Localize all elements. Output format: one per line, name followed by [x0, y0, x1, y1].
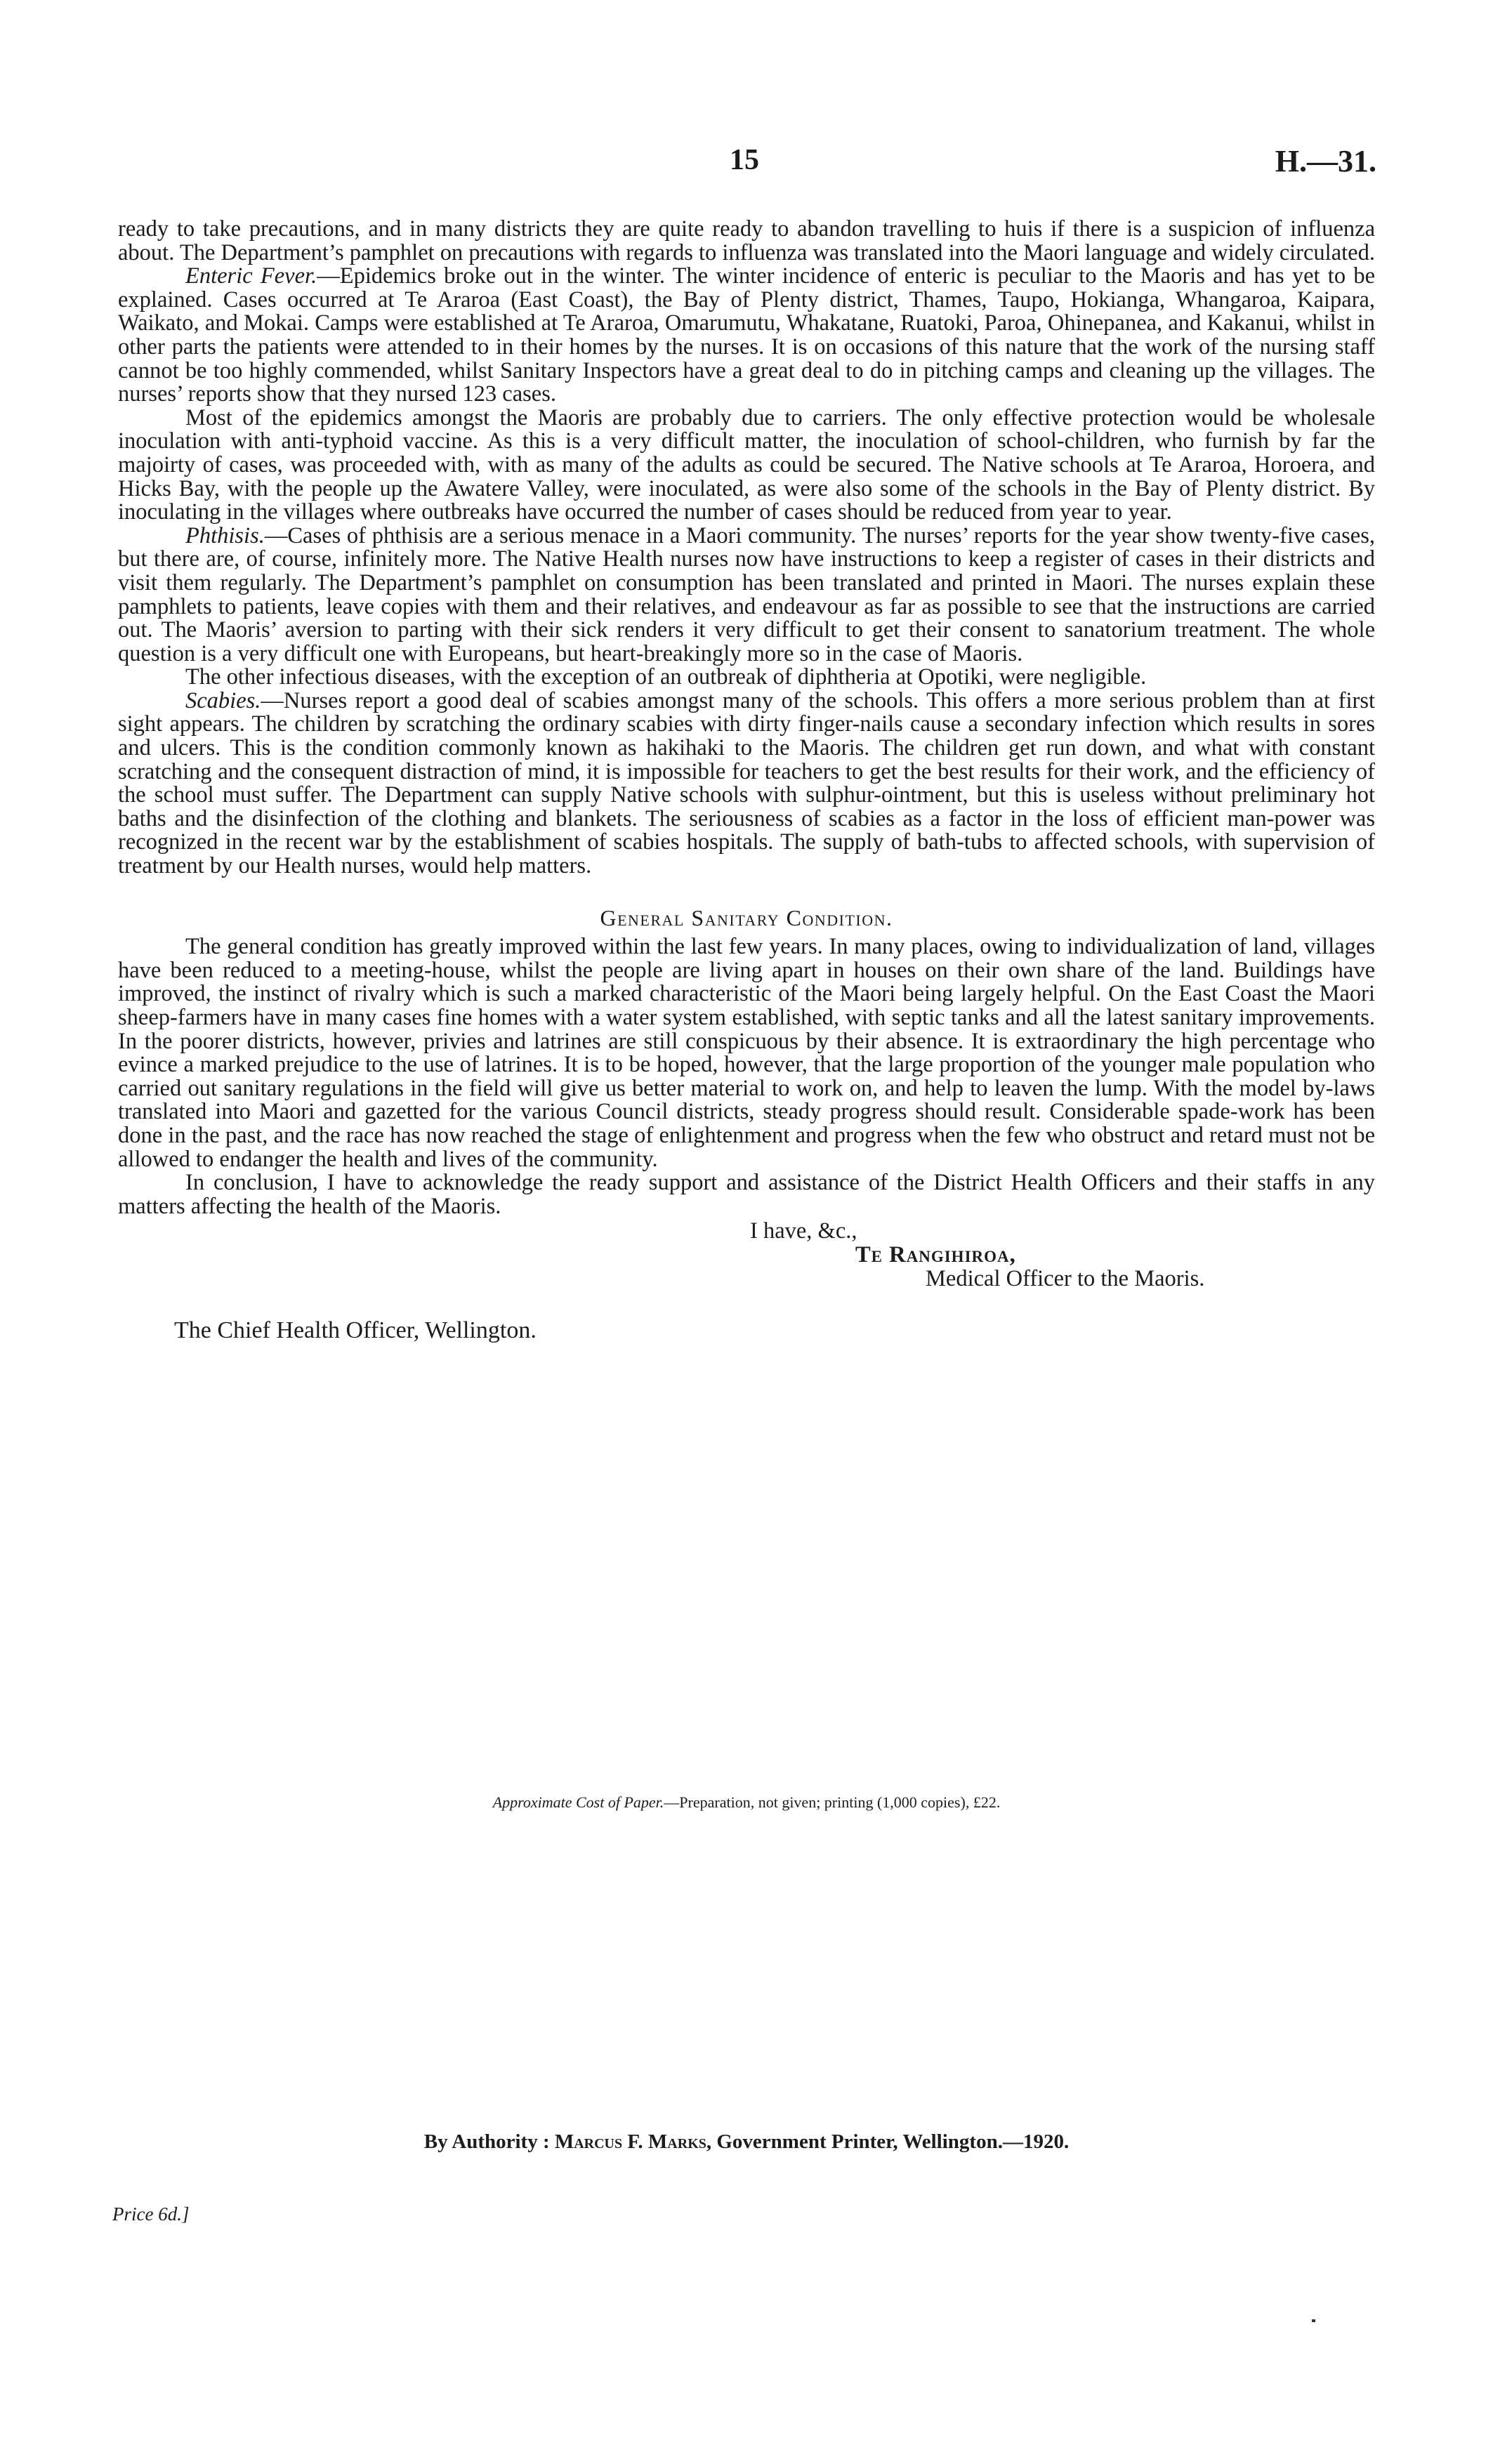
document-reference: H.—31. [1275, 144, 1376, 178]
paragraph-other-diseases [118, 666, 1375, 690]
page-number: 15 [730, 144, 759, 176]
signatory-title: Medical Officer to the Maoris. [926, 1265, 1205, 1291]
signatory-name: Te Rangihiroa, [855, 1241, 1016, 1267]
paragraph-text: Most of the epidemics amongst the Maoris are probably due to carriers. The only effective protection would be wholesale inoculation with anti-typhoid vaccine. As this is a very difficult matter, the inoculation of school-children, who furnish by far the majoirty of cases, was proceeded with, with as many of the adults as could be secured. The Native schools at Te Araroa, Horoera, and Hicks Bay, with the people up the Awatere Valley, were inoculated, as were also some of the schools in the Bay of Plenty district. By inoculating in the villages where outbreaks have occurred the number of cases should be reduced from year to year. [118, 404, 1375, 525]
addressee: The Chief Health Officer, Wellington. [174, 1317, 537, 1344]
printer-imprint [118, 2130, 1375, 2154]
paragraph-influenza-continued [118, 218, 1375, 265]
run-in-heading: Enteric Fever. [185, 263, 317, 289]
imprint-suffix: Government Printer, Wellington.—1920. [716, 2130, 1070, 2153]
paragraph-general-condition [118, 935, 1375, 1171]
run-in-heading: Scabies. [185, 687, 261, 713]
paragraph-text: —Nurses report a good deal of scabies amongst many of the schools. This offers a more serious problem than at first sight appears. The children by scratching the ordinary scabies with dirty finger-nails cause a secondary infection which results in sores and ulcers. This is the condition commonly known as hakihaki to the Maoris. The children get run down, and what with constant scratching and the consequent distraction of mind, it is impossible for teachers to get the best results for their work, and the efficiency of the school must suffer. The Department can supply Native schools with sulphur-ointment, but this is useless without preliminary hot baths and the disinfection of the clothing and blankets. The seriousness of scabies as a factor in the loss of efficient man-power was recognized in the recent war by the establishment of scabies hospitals. The supply of bath-tubs to affected schools, with supervision of treatment by our Health nurses, would help matters. [118, 687, 1375, 879]
closing-line: I have, &c., [750, 1218, 857, 1244]
paragraph-text: In conclusion, I have to acknowledge the ready support and assistance of the District Health Officers and their staffs in any matters affecting the health of the Maoris. [118, 1170, 1375, 1219]
paragraph-text: —Epidemics broke out in the winter. The winter incidence of enteric is peculiar to the Maoris and has yet to be explained. Cases occurred at Te Araroa (East Coast), the Bay of Plenty district, Thames, Taupo, Hokianga, Whangaroa, Kaipara, Waikato, and Mokai. Camps were established at Te Araroa, Omarumutu, Whakatane, Ruatoki, Paroa, Ohinepanea, and Kakanui, whilst in other parts the patients were attended to in their homes by the nurses. It is on occasions of this nature that the work of the nursing staff cannot be too highly commended, whilst Sanitary Inspectors have a great deal to do in pitching camps and cleaning up the villages. The nurses’ reports show that they nursed 123 cases. [118, 263, 1375, 407]
paragraph-phthisis [118, 522, 1375, 666]
paragraph-text: The other infectious diseases, with the exception of an outbreak of diphtheria at Opotiki, were negligible. [185, 664, 1147, 690]
print-speck [1312, 2319, 1315, 2322]
paragraph-carriers [118, 404, 1375, 525]
paragraph-conclusion [118, 1171, 1375, 1218]
cost-note-text: —Preparation, not given; printing (1,000 copies), £22. [664, 1793, 1001, 1811]
report-body [118, 218, 1375, 1343]
cost-note-label: Approximate Cost of Paper. [492, 1793, 664, 1811]
paragraph-text: —Cases of phthisis are a serious menace in a Maori community. The nurses’ reports for the year show twenty-five cases, but there are, of course, infinitely more. The Native Health nurses now have instructions to keep a register of cases in their districts and visit them regularly. The Department’s pamphlet on consumption has been translated and printed in Maori. The nurses explain these pamphlets to patients, leave copies with them and their relatives, and endeavour as far as possible to see that the instructions are carried out. The Maoris’ aversion to parting with their sick renders it very difficult to get their consent to sanatorium treatment. The whole question is a very difficult one with Europeans, but heart-breakingly more so in the case of Maoris. [118, 522, 1375, 666]
paragraph-enteric-fever [118, 265, 1375, 407]
price-note: Price 6d.] [112, 2203, 190, 2225]
paragraph-text: The general condition has greatly improved within the last few years. In many places, owing to individualization of land, villages have been reduced to a meeting-house, whilst the people are living apart in houses on their own share of the land. Buildings have improved, the instinct of rivalry which is such a marked characteristic of the Maori being largely helpful. On the East Coast the Maori sheep-farmers have in many cases fine homes with a water system established, with septic tanks and all the latest sanitary improvements. In the poorer districts, however, privies and latrines are still conspicuous by their absence. It is extraordinary the high percentage who evince a marked prejudice to the use of latrines. It is to be hoped, however, that the large proportion of the younger male population who carried out sanitary regulations in the field will give us better material to work on, and help to leaven the lump. With the model by-laws translated into Maori and gazetted for the various Council districts, steady progress should result. Considerable spade-work has been done in the past, and the race has now reached the stage of enlightenment and progress when the few who obstruct and retard must not be allowed to endanger the health and lives of the community. [118, 934, 1375, 1172]
paragraph-text: ready to take precautions, and in many districts they are quite ready to abandon travelling to huis if there is a suspicion of influenza about. The Department’s pamphlet on precautions with regards to influenza was translated into the Maori language and widely circulated. [118, 216, 1375, 265]
paragraph-scabies [118, 687, 1375, 879]
printer-name: Marcus F. Marks, [554, 2130, 712, 2153]
run-in-heading: Phthisis. [185, 522, 265, 548]
imprint-prefix: By Authority : [423, 2130, 550, 2153]
section-heading: General Sanitary Condition. [600, 904, 893, 930]
signature-block [118, 1220, 1375, 1291]
cost-note [118, 1793, 1375, 1812]
